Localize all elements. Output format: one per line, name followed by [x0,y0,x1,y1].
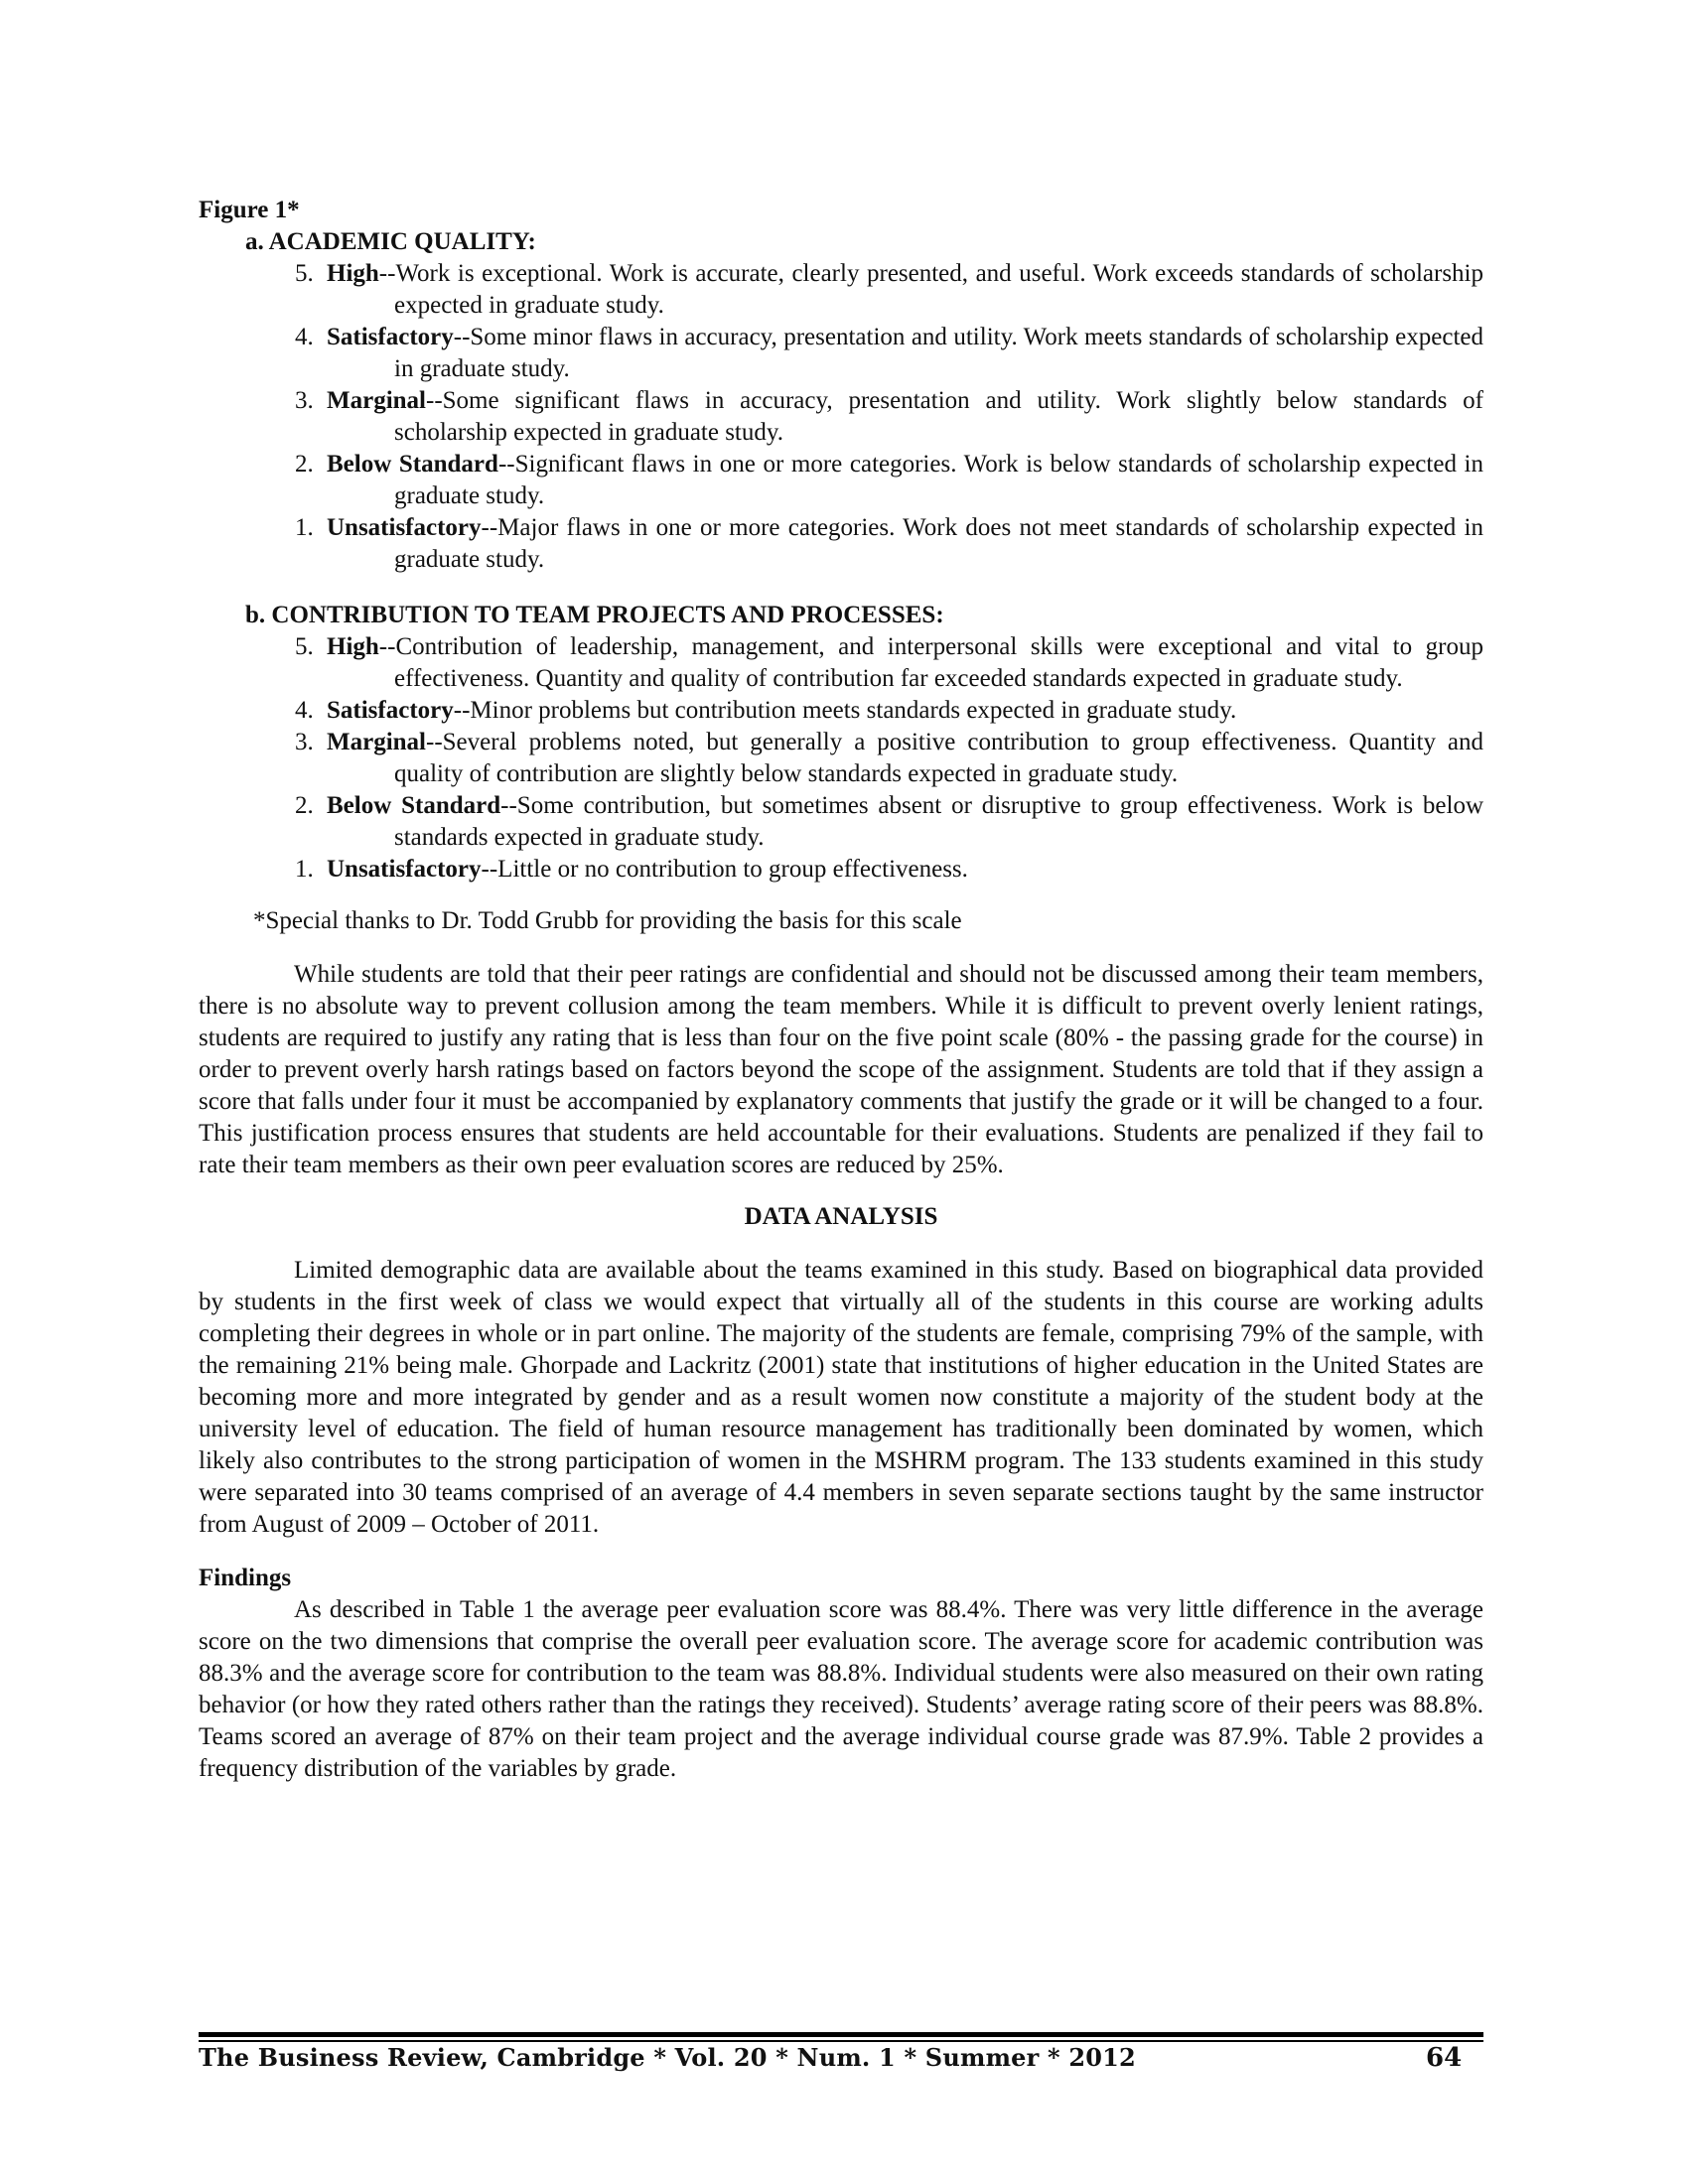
body-paragraph-1: While students are told that their peer ratings are confidential and should not be discussed among their team members, there is no absolute way to prevent collusion among the team members. While it is difficult to prevent overly lenient ratings, students are required to justify any rating that is less than four on the five point scale (80% - the passing grade for the course) in order to prevent overly harsh ratings based on factors beyond the scope of the assignment. Students are told that if they assign a score that falls under four it must be accompanied by explanatory comments that justify the grade or it will be changed to a four. This justification process ensures that students are held accountable for their evaluations. Students are penalized if they fail to rate their team members as their own peer evaluation scores are reduced by 25%. [199,961,1483,1178]
figure-title: Figure 1* [199,197,300,223]
spacer [199,576,1483,600]
section-a-heading: a. ACADEMIC QUALITY: [245,228,536,255]
section-b-item-5: 5. High--Contribution of leadership, management, and interpersonal skills were exceptional and vital to group effectiveness. Quantity and quality of contribution far exceeded standards expected in graduate study. [295,633,1483,692]
figure-footnote: *Special thanks to Dr. Todd Grubb for providing the basis for this scale [253,907,962,934]
section-a-item-2: 2. Below Standard--Significant flaws in one or more categories. Work is below standards of scholarship expected in graduate study. [295,451,1484,509]
body-paragraph-3: As described in Table 1 the average peer evaluation score was 88.4%. There was very little difference in the average score on the two dimensions that comprise the overall peer evaluation score. The average score for academic contribution was 88.3% and the average score for contribution to the team was 88.8%. Individual students were also measured on their own rating behavior (or how they rated others rather than the ratings they received). Students’ average rating score of their peers was 88.8%. Teams scored an average of 87% on their team project and the average individual course grade was 87.9%. Table 2 provides a frequency distribution of the variables by grade. [199,1596,1483,1782]
section-b-item-4: 4. Satisfactory--Minor problems but contribution meets standards expected in graduate study. [295,697,1237,724]
section-b-item-2: 2. Below Standard--Some contribution, but sometimes absent or disruptive to group effectiveness. Work is below standards expected in graduate study. [295,792,1483,851]
section-b-item-1: 1. Unsatisfactory--Little or no contribution to group effectiveness. [295,856,968,883]
page-content [199,195,1483,1785]
section-heading-data-analysis: DATA ANALYSIS [744,1203,938,1230]
footer-rule-thick [199,2032,1483,2037]
section-b-item-3: 3. Marginal--Several problems noted, but generally a positive contribution to group effectiveness. Quantity and quality of contribution are slightly below standards expected in graduate study. [295,729,1483,787]
spacer [199,886,1483,905]
section-b-heading: b. CONTRIBUTION TO TEAM PROJECTS AND PROCESSES: [245,602,944,628]
footer-journal-citation: The Business Review, Cambridge * Vol. 20 * Num. 1 * Summer * 2012 [199,2043,1136,2072]
section-a-item-1: 1. Unsatisfactory--Major flaws in one or more categories. Work does not meet standards of scholarship expected in graduate study. [295,514,1483,573]
section-heading-findings: Findings [199,1565,292,1591]
section-a-item-4: 4. Satisfactory--Some minor flaws in accuracy, presentation and utility. Work meets standards of scholarship expected in graduate study. [295,324,1483,382]
section-a-item-3: 3. Marginal--Some significant flaws in accuracy, presentation and utility. Work slightly below standards of scholarship expected in graduate study. [295,387,1483,446]
footer-rule-thin [199,2040,1483,2042]
footer-page-number: 64 [1426,2043,1463,2073]
body-paragraph-2: Limited demographic data are available about the teams examined in this study. Based on biographical data provided by students in the first week of class we would expect that virtually all of the students in this course are working adults completing their degrees in whole or in part online. The majority of the students are female, comprising 79% of the sample, with the remaining 21% being male. Ghorpade and Lackritz (2001) state that institutions of higher education in the United States are becoming more and more integrated by gender and as a result women now constitute a majority of the student body at the university level of education. The field of human resource management has traditionally been dominated by women, which likely also contributes to the strong participation of women in the MSHRM program. The 133 students examined in this study were separated into 30 teams comprised of an average of 4.4 members in seven separate sections taught by the same instructor from August of 2009 – October of 2011. [199,1257,1483,1538]
section-a-item-5: 5. High--Work is exceptional. Work is accurate, clearly presented, and useful. Work exceeds standards of scholarship expected in graduate study. [295,260,1483,319]
